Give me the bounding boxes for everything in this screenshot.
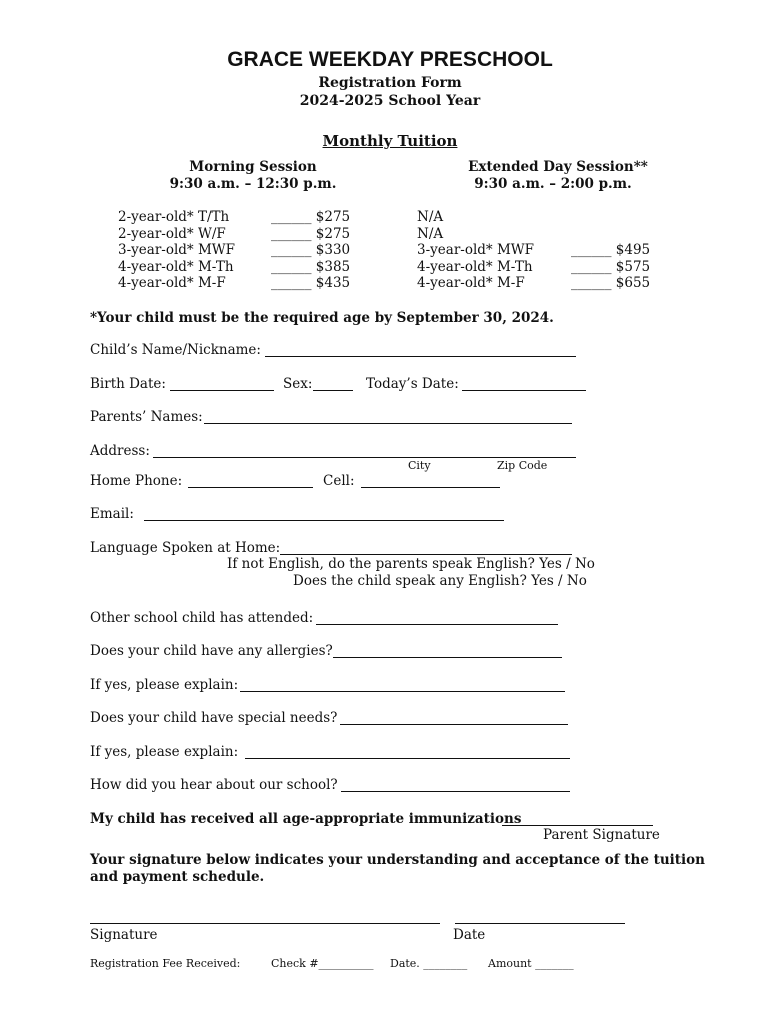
check-number-field[interactable]: Check #__________ [271, 957, 374, 970]
immunization-statement: My child has received all age-appropriate immunizations [90, 811, 522, 827]
cell-field[interactable] [361, 487, 500, 488]
parent-signature-caption: Parent Signature [543, 827, 660, 843]
parents-names-label: Parents’ Names: [90, 409, 203, 425]
morning-row-label: 2-year-old* T/Th [118, 209, 230, 225]
email-label: Email: [90, 506, 134, 522]
email-field[interactable] [144, 520, 504, 521]
sex-label: Sex: [283, 376, 313, 392]
fee-date-field[interactable]: Date. ________ [390, 957, 468, 970]
morning-row-price[interactable]: ______ $275 [271, 226, 351, 242]
special-needs-explain-field[interactable] [245, 758, 570, 759]
special-needs-explain-label: If yes, please explain: [90, 744, 239, 760]
form-name: Registration Form [318, 75, 462, 91]
birth-date-label: Birth Date: [90, 376, 166, 392]
extended-session-title: Extended Day Session** [468, 159, 648, 175]
other-school-field[interactable] [316, 624, 558, 625]
morning-row-price[interactable]: ______ $385 [271, 259, 351, 275]
tuition-heading: Monthly Tuition [322, 132, 458, 150]
allergies-label: Does your child have any allergies? [90, 643, 333, 659]
allergies-field[interactable] [333, 657, 562, 658]
allergies-explain-label: If yes, please explain: [90, 677, 239, 693]
special-needs-label: Does your child have special needs? [90, 710, 338, 726]
morning-session-title: Morning Session [189, 159, 317, 175]
date-field[interactable] [455, 923, 625, 924]
school-year: 2024-2025 School Year [299, 93, 481, 109]
special-needs-field[interactable] [340, 724, 568, 725]
extended-row-label: 4-year-old* M-Th [417, 259, 533, 275]
parents-english-question[interactable]: If not English, do the parents speak English? Yes / No [227, 556, 595, 572]
morning-row-label: 2-year-old* W/F [118, 226, 226, 242]
amount-field[interactable]: Amount _______ [488, 957, 574, 970]
language-label: Language Spoken at Home: [90, 540, 281, 556]
allergies-explain-field[interactable] [240, 691, 565, 692]
morning-row-label: 3-year-old* MWF [118, 242, 236, 258]
school-name: GRACE WEEKDAY PRESCHOOL [227, 48, 553, 71]
morning-row-price[interactable]: ______ $435 [271, 275, 351, 291]
morning-row-label: 4-year-old* M-F [118, 275, 226, 291]
child-name-label: Child’s Name/Nickname: [90, 342, 261, 358]
home-phone-label: Home Phone: [90, 473, 183, 489]
age-requirement-note: *Your child must be the required age by September 30, 2024. [90, 310, 554, 326]
acknowledgement-line-1: Your signature below indicates your understanding and acceptance of the tuition [90, 852, 705, 868]
morning-row-label: 4-year-old* M-Th [118, 259, 234, 275]
date-caption: Date [453, 927, 486, 943]
morning-session-hours: 9:30 a.m. – 12:30 p.m. [169, 176, 337, 192]
child-name-field[interactable] [265, 356, 576, 357]
heard-about-label: How did you hear about our school? [90, 777, 338, 793]
extended-session-hours: 9:30 a.m. – 2:00 p.m. [474, 176, 632, 192]
home-phone-field[interactable] [188, 487, 313, 488]
signature-caption: Signature [90, 927, 158, 943]
todays-date-label: Today’s Date: [366, 376, 459, 392]
extended-row-label: N/A [417, 226, 444, 242]
extended-row-price[interactable]: ______ $655 [571, 275, 651, 291]
extended-row-price[interactable]: ______ $575 [571, 259, 651, 275]
signature-field[interactable] [90, 923, 440, 924]
cell-label: Cell: [323, 473, 355, 489]
extended-row-price[interactable]: ______ $495 [571, 242, 651, 258]
morning-row-price[interactable]: ______ $330 [271, 242, 351, 258]
parents-names-field[interactable] [204, 423, 572, 424]
child-english-question[interactable]: Does the child speak any English? Yes / No [293, 573, 587, 589]
parent-signature-field[interactable] [502, 825, 653, 826]
city-caption: City [408, 459, 431, 472]
other-school-label: Other school child has attended: [90, 610, 314, 626]
extended-row-label: N/A [417, 209, 444, 225]
morning-row-price[interactable]: ______ $275 [271, 209, 351, 225]
address-label: Address: [90, 443, 150, 459]
acknowledgement-line-2: and payment schedule. [90, 869, 265, 885]
extended-row-label: 4-year-old* M-F [417, 275, 525, 291]
fee-received-label: Registration Fee Received: [90, 957, 241, 970]
sex-field[interactable] [313, 390, 353, 391]
language-field[interactable] [280, 554, 572, 555]
heard-about-field[interactable] [341, 791, 570, 792]
todays-date-field[interactable] [462, 390, 586, 391]
address-field[interactable] [153, 457, 576, 458]
birth-date-field[interactable] [170, 390, 274, 391]
zip-code-caption: Zip Code [497, 459, 548, 472]
extended-row-label: 3-year-old* MWF [417, 242, 535, 258]
